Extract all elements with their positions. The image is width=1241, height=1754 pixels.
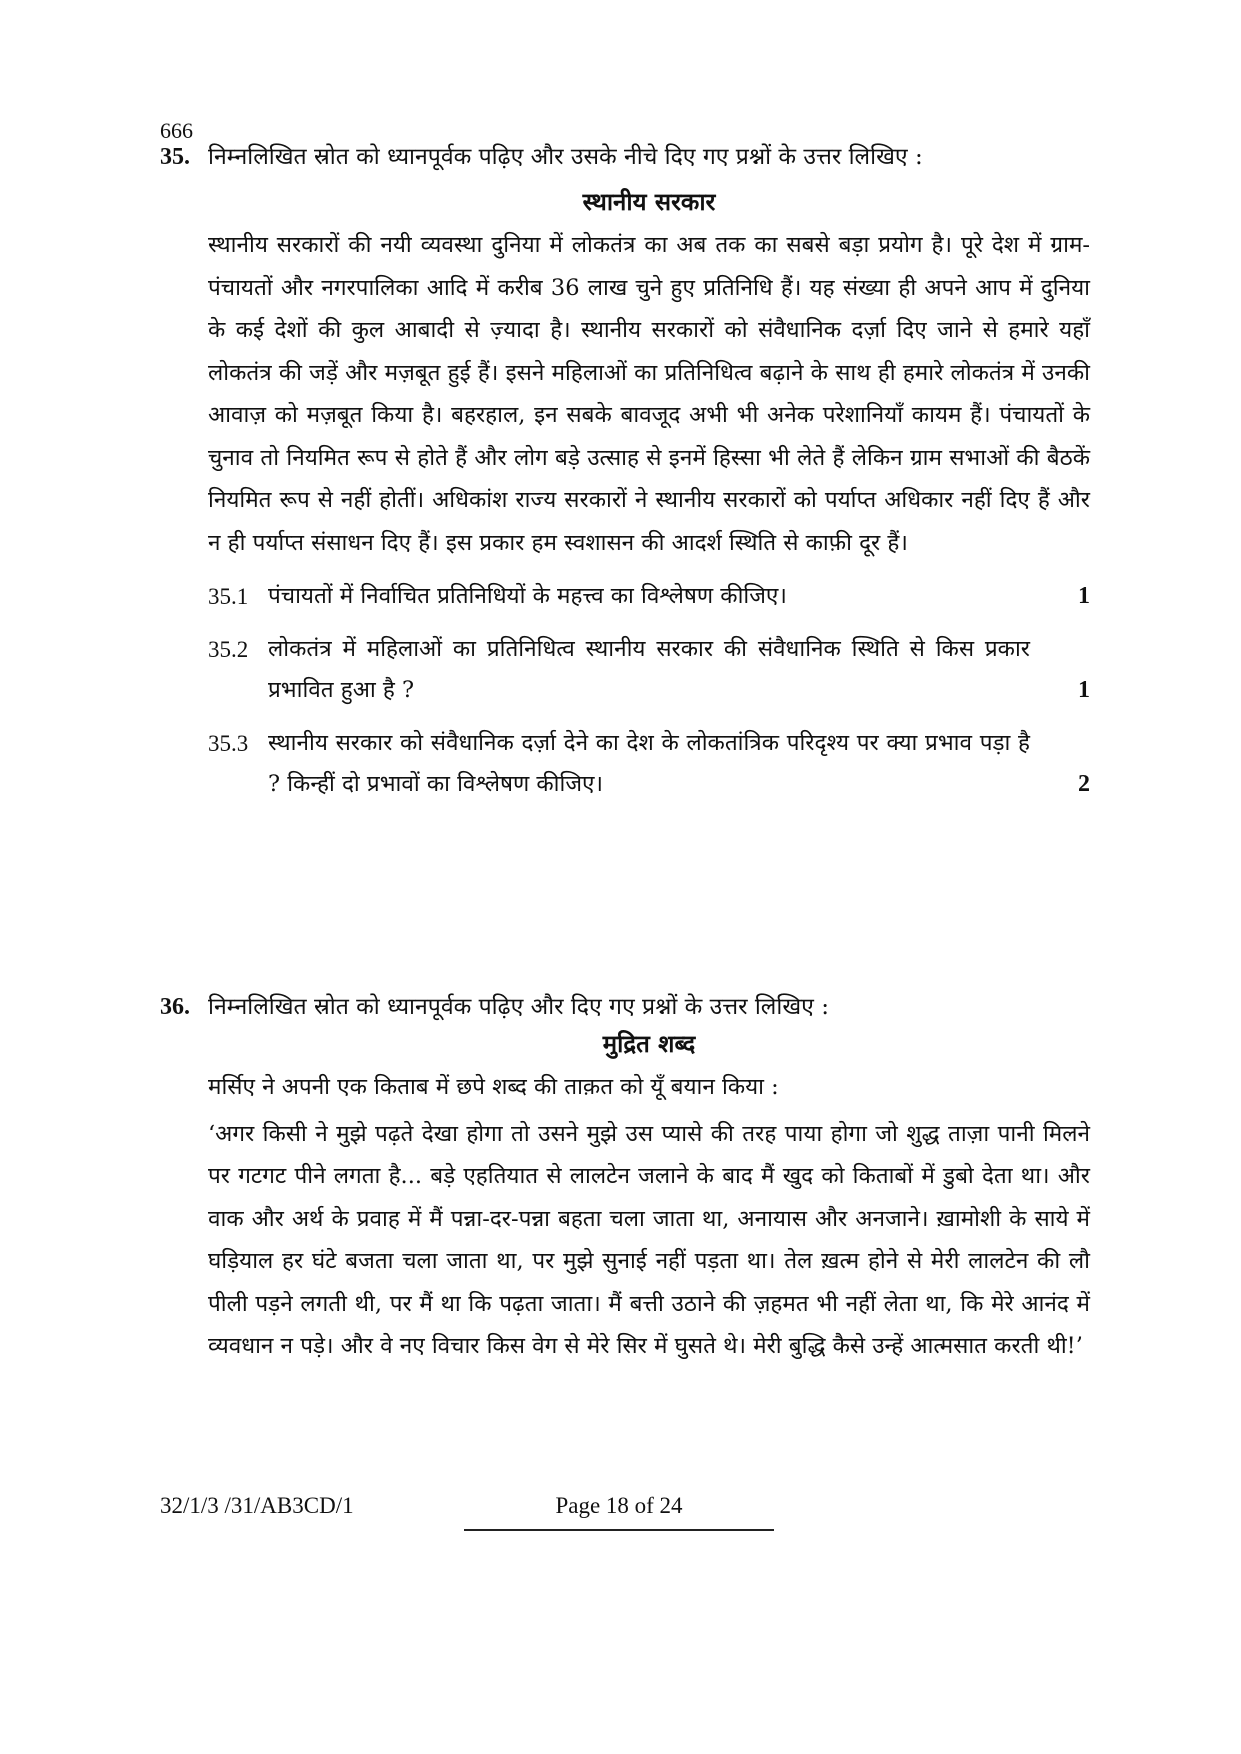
paper-code: 32/1/3 /31/AB3CD/1 — [160, 1493, 354, 1518]
passage-intro — [208, 1066, 1090, 1109]
sub-question-35-2 — [208, 629, 1090, 711]
footer-underline — [464, 1529, 774, 1531]
sub-question-text: पंचायतों में निर्वाचित प्रतिनिधियों के महत्त्व का विश्लेषण कीजिए। — [268, 583, 787, 609]
marks: 1 — [1078, 677, 1090, 703]
page-number-top: 666 — [160, 118, 193, 143]
passage — [208, 224, 1090, 564]
question-number: 35. — [160, 144, 190, 170]
sub-question-number: 35.2 — [208, 637, 249, 662]
passage-text: स्थानीय सरकारों की नयी व्यवस्था दुनिया में लोकतंत्र का अब तक का सबसे बड़ा प्रयोग है। पूरे देश में ग्राम-पंचायतों और नगरपालिका आदि में करीब 36 लाख चुने हुए प्रतिनिधि हैं। यह संख्या ही अपने आप में दुनिया के कई देशों की कुल आबादी से ज़्यादा है। स्थानीय सरकारों को संवैधानिक दर्ज़ा दिए जाने से हमारे यहाँ लोकतंत्र की जड़ें और मज़बूत हुई हैं। इसने महिलाओं का प्रतिनिधित्व बढ़ाने के साथ ही हमारे लोकतंत्र में उनकी आवाज़ को मज़बूत किया है। बहरहाल, इन सबके बावजूद अभी भी अनेक परेशानियाँ कायम हैं। पंचायतों के चुनाव तो नियमित रूप से होते हैं और लोग बड़े उत्साह से इनमें हिस्सा भी लेते हैं लेकिन ग्राम सभाओं की बैठकें नियमित रूप से नहीं होतीं। अधिकांश राज्य सरकारों ने स्थानीय सरकारों को पर्याप्त अधिकार नहीं दिए हैं और न ही पर्याप्त संसाधन दिए हैं। इस प्रकार हम स्वशासन की आदर्श स्थिति से काफ़ी दूर हैं। — [208, 232, 1090, 556]
sub-question-35-3 — [208, 723, 1090, 805]
question-instruction: निम्नलिखित स्रोत को ध्यानपूर्वक पढ़िए और दिए गए प्रश्नों के उत्तर लिखिए : — [208, 994, 829, 1020]
question-header — [160, 990, 1090, 1024]
question-number: 36. — [160, 994, 190, 1020]
marks: 1 — [1078, 583, 1090, 609]
passage-quote — [208, 1113, 1090, 1368]
marks: 2 — [1078, 771, 1090, 797]
question-header — [160, 140, 1090, 174]
page-indicator: Page 18 of 24 — [555, 1493, 683, 1518]
question-instruction: निम्नलिखित स्रोत को ध्यानपूर्वक पढ़िए और उसके नीचे दिए गए प्रश्नों के उत्तर लिखिए : — [208, 144, 923, 170]
page-footer — [160, 1493, 1090, 1533]
sub-question-35-1 — [208, 576, 1090, 617]
passage-intro-text: मर्सिए ने अपनी एक किताब में छपे शब्द की ताक़त को यूँ बयान किया : — [208, 1074, 779, 1100]
sub-question-number: 35.3 — [208, 731, 249, 756]
question-36 — [160, 990, 1090, 1368]
sub-question-text: स्थानीय सरकार को संवैधानिक दर्ज़ा देने का देश के लोकतांत्रिक परिदृश्य पर क्या प्रभाव पड़ा है ? किन्हीं दो प्रभावों का विश्लेषण कीजिए। — [268, 730, 1030, 797]
passage-title: स्थानीय सरकार — [582, 187, 716, 216]
question-35 — [160, 140, 1090, 805]
passage-title: मुद्रित शब्द — [602, 1029, 696, 1058]
sub-question-number: 35.1 — [208, 584, 249, 609]
passage-quote-text: ‘अगर किसी ने मुझे पढ़ते देखा होगा तो उसने मुझे उस प्यासे की तरह पाया होगा जो शुद्ध ताज़ा पानी मिलने पर गटगट पीने लगता है... बड़े एहतियात से लालटेन जलाने के बाद मैं खुद को किताबों में डुबो देता था। और वाक और अर्थ के प्रवाह में मैं पन्ना-दर-पन्ना बहता चला जाता था, अनायास और अनजाने। ख़ामोशी के साये में घड़ियाल हर घंटे बजता चला जाता था, पर मुझे सुनाई नहीं पड़ता था। तेल ख़त्म होने से मेरी लालटेन की लौ पीली पड़ने लगती थी, पर मैं था कि पढ़ता जाता। मैं बत्ती उठाने की ज़हमत भी नहीं लेता था, कि मेरे आनंद में व्यवधान न पड़े। और वे नए विचार किस वेग से मेरे सिर में घुसते थे। मेरी बुद्धि कैसे उन्हें आत्मसात करती थी!’ — [208, 1120, 1090, 1359]
sub-question-text: लोकतंत्र में महिलाओं का प्रतिनिधित्व स्थानीय सरकार की संवैधानिक स्थिति से किस प्रकार प्रभावित हुआ है ? — [268, 636, 1030, 703]
